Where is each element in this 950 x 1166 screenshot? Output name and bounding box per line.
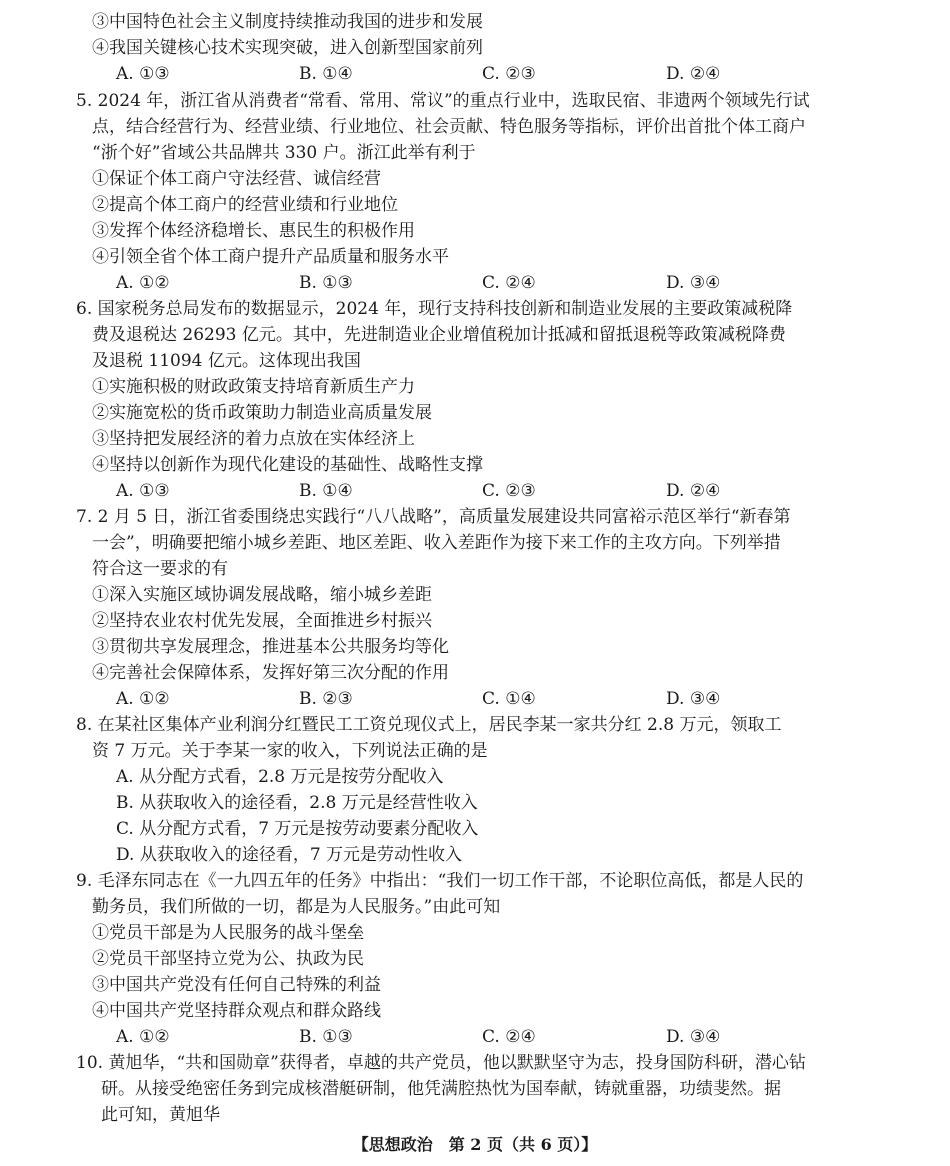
q5-statement-1: ①保证个体工商户守法经营、诚信经营 bbox=[92, 169, 381, 189]
q10-stem-line-3: 此可知，黄旭华 bbox=[101, 1105, 220, 1125]
q6-statement-3: ③坚持把发展经济的着力点放在实体经济上 bbox=[92, 429, 415, 449]
q6-statement-2: ②实施宽松的货币政策助力制造业高质量发展 bbox=[92, 403, 432, 423]
q6-option-c: C. ②③ bbox=[482, 481, 536, 501]
q7-stem-line-1: 7. 2 月 5 日，浙江省委围绕忠实践行“八八战略”，高质量发展建设共同富裕示范区举行“新春第 bbox=[76, 507, 791, 527]
q5-stem-line-2: 点，结合经营行为、经营业绩、行业地位、社会贡献、特色服务等指标，评价出首批个体工商户 bbox=[92, 117, 806, 137]
q8-choice-b: B. 从获取收入的途径看，2.8 万元是经营性收入 bbox=[116, 793, 478, 813]
q5-option-c: C. ②④ bbox=[482, 273, 536, 293]
q6-stem-line-1: 6. 国家税务总局发布的数据显示，2024 年，现行支持科技创新和制造业发展的主要政策减税降 bbox=[76, 299, 793, 319]
q8-choice-a: A. 从分配方式看，2.8 万元是按劳分配收入 bbox=[116, 767, 444, 787]
q9-option-c: C. ②④ bbox=[482, 1027, 536, 1047]
q5-option-a: A. ①② bbox=[116, 273, 170, 293]
q6-statement-1: ①实施积极的财政政策支持培育新质生产力 bbox=[92, 377, 415, 397]
page-footer: 【思想政治 第 2 页（共 6 页）】 bbox=[352, 1135, 598, 1154]
q6-stem-line-3: 及退税 11094 亿元。这体现出我国 bbox=[92, 351, 361, 371]
q4-option-b: B. ①④ bbox=[299, 64, 353, 84]
q7-statement-3: ③贯彻共享发展理念，推进基本公共服务均等化 bbox=[92, 637, 449, 657]
q5-statement-2: ②提高个体工商户的经营业绩和行业地位 bbox=[92, 195, 398, 215]
q5-statement-3: ③发挥个体经济稳增长、惠民生的积极作用 bbox=[92, 221, 415, 241]
q7-option-a: A. ①② bbox=[116, 689, 170, 709]
q4-option-d: D. ②④ bbox=[666, 64, 721, 84]
q5-option-d: D. ③④ bbox=[666, 273, 721, 293]
q8-stem-line-2: 资 7 万元。关于李某一家的收入，下列说法正确的是 bbox=[92, 741, 488, 761]
q9-option-d: D. ③④ bbox=[666, 1027, 721, 1047]
q6-option-b: B. ①④ bbox=[299, 481, 353, 501]
q4-option-a: A. ①③ bbox=[116, 64, 170, 84]
q9-statement-1: ①党员干部是为人民服务的战斗堡垒 bbox=[92, 923, 364, 943]
q6-stem-line-2: 费及退税达 26293 亿元。其中，先进制造业企业增值税加计抵减和留抵退税等政策减税降费 bbox=[92, 325, 786, 345]
q9-option-b: B. ①③ bbox=[299, 1027, 353, 1047]
q5-statement-4: ④引领全省个体工商户提升产品质量和服务水平 bbox=[92, 247, 449, 267]
q7-option-c: C. ①④ bbox=[482, 689, 536, 709]
q9-stem-line-2: 勤务员，我们所做的一切，都是为人民服务。”由此可知 bbox=[92, 897, 501, 917]
q7-statement-4: ④完善社会保障体系，发挥好第三次分配的作用 bbox=[92, 663, 449, 683]
q4-option-c: C. ②③ bbox=[482, 64, 536, 84]
q5-option-b: B. ①③ bbox=[299, 273, 353, 293]
q4-statement-4: ④我国关键核心技术实现突破，进入创新型国家前列 bbox=[92, 38, 483, 58]
q8-stem-line-1: 8. 在某社区集体产业利润分红暨民工工资兑现仪式上，居民李某一家共分红 2.8 万元，领取工 bbox=[76, 715, 782, 735]
q5-stem-line-3: “浙个好”省域公共品牌共 330 户。浙江此举有利于 bbox=[92, 143, 476, 163]
q7-statement-2: ②坚持农业农村优先发展，全面推进乡村振兴 bbox=[92, 611, 432, 631]
q5-stem-line-1: 5. 2024 年，浙江省从消费者“常看、常用、常议”的重点行业中，选取民宿、非遗两个领域先行试 bbox=[76, 91, 810, 111]
q9-statement-2: ②党员干部坚持立党为公、执政为民 bbox=[92, 949, 364, 969]
q8-choice-d: D. 从获取收入的途径看，7 万元是劳动性收入 bbox=[116, 845, 463, 865]
q7-stem-line-2: 一会”，明确要把缩小城乡差距、地区差距、收入差距作为接下来工作的主攻方向。下列举措 bbox=[92, 533, 781, 553]
q4-statement-3: ③中国特色社会主义制度持续推动我国的进步和发展 bbox=[92, 12, 483, 32]
q6-statement-4: ④坚持以创新作为现代化建设的基础性、战略性支撑 bbox=[92, 455, 483, 475]
q6-option-d: D. ②④ bbox=[666, 481, 721, 501]
q9-option-a: A. ①② bbox=[116, 1027, 170, 1047]
q9-stem-line-1: 9. 毛泽东同志在《一九四五年的任务》中指出：“我们一切工作干部，不论职位高低，都是人民的 bbox=[76, 871, 804, 891]
q7-option-b: B. ②③ bbox=[299, 689, 353, 709]
q8-choice-c: C. 从分配方式看，7 万元是按劳动要素分配收入 bbox=[116, 819, 479, 839]
q9-statement-3: ③中国共产党没有任何自己特殊的利益 bbox=[92, 975, 381, 995]
q7-stem-line-3: 符合这一要求的有 bbox=[92, 559, 228, 579]
q9-statement-4: ④中国共产党坚持群众观点和群众路线 bbox=[92, 1001, 381, 1021]
q7-statement-1: ①深入实施区域协调发展战略，缩小城乡差距 bbox=[92, 585, 432, 605]
q6-option-a: A. ①③ bbox=[116, 481, 170, 501]
q10-stem-line-1: 10. 黄旭华，“共和国勋章”获得者，卓越的共产党员，他以默默坚守为志，投身国防科研，潜心钻 bbox=[76, 1053, 806, 1073]
q10-stem-line-2: 研。从接受绝密任务到完成核潜艇研制，他凭满腔热忱为国奉献，铸就重器，功绩斐然。据 bbox=[101, 1079, 781, 1099]
q7-option-d: D. ③④ bbox=[666, 689, 721, 709]
